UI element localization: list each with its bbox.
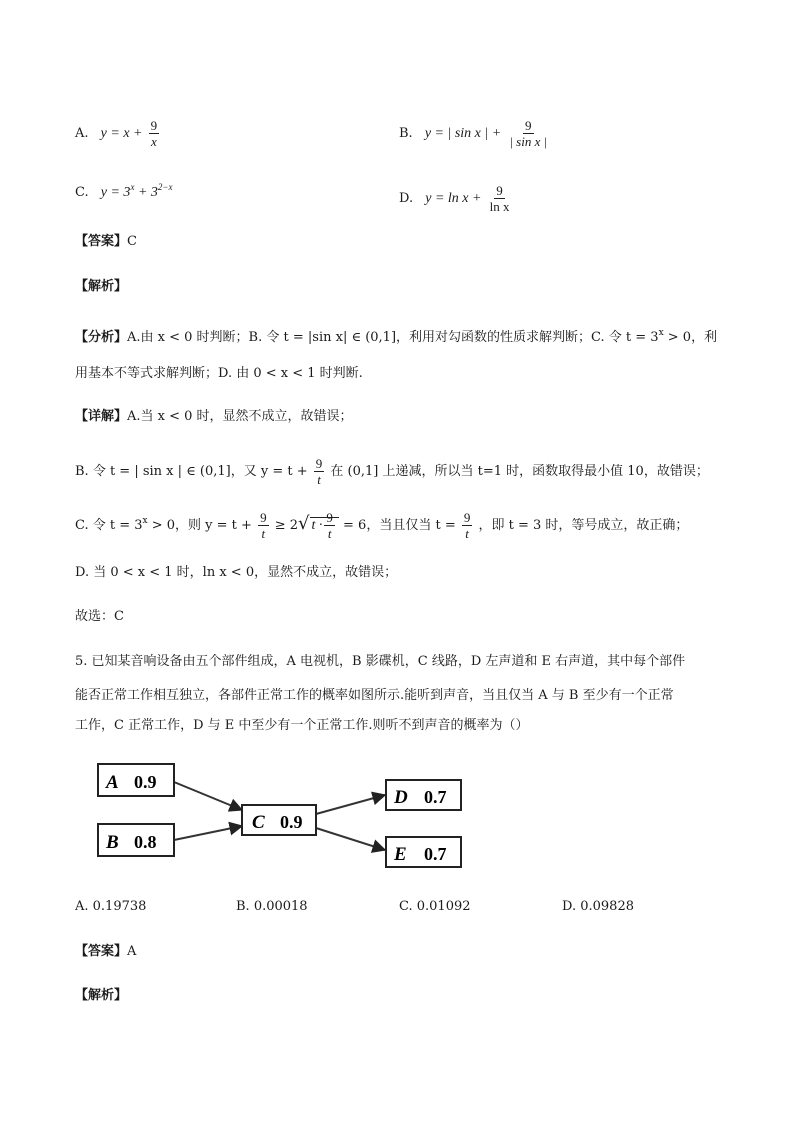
arrow-a-to-c — [174, 782, 242, 810]
option-a-label: A. — [75, 126, 89, 141]
q4-answer — [75, 232, 137, 252]
detail-c-fraction-1: $\frac{9}{t}$ — [260, 510, 267, 541]
option-d-label: D. — [399, 191, 414, 206]
q5-option-a: A. 0.19738 — [75, 899, 147, 914]
conclusion: 故选：C — [75, 609, 124, 624]
box-b-label: B — [106, 832, 119, 853]
arrow-c-to-d — [316, 795, 385, 814]
option-c-label: C. — [75, 185, 89, 200]
option-d — [399, 183, 513, 214]
sqrt-symbol: √ — [298, 513, 310, 534]
q5-option-c: C. 0.01092 — [399, 899, 471, 914]
fenxi-line-2: 用基本不等式求解判断；D. 由 0 < x < 1 时判断. — [75, 366, 363, 381]
box-a-prob: 0.9 — [134, 772, 157, 792]
option-a — [75, 118, 161, 149]
detail-a: 【详解】A.当 x < 0 时，显然不成立，故错误； — [75, 409, 353, 424]
arrow-c-to-e — [316, 828, 385, 850]
option-d-expr: y = ln x + — [425, 191, 482, 206]
option-b-label: B. — [399, 126, 413, 141]
q5-option-d: D. 0.09828 — [562, 899, 634, 914]
q5-line-2: 能否正常工作相互独立，各部件正常工作的概率如图所示.能听到声音，当且仅当 A 与 B 至少有一个正常 — [75, 688, 674, 703]
box-a-label: A — [106, 772, 119, 793]
detail-b: B. 令 t = | sin x | ∈ (0,1]，又 y = t + $\frac{9}{t}$ 在 (0,1] 上递减，所以当 t=1 时，函数取得最小值 10，故错误； — [75, 456, 709, 487]
detail-d: D. 当 0 < x < 1 时，ln x < 0，显然不成立，故错误； — [75, 565, 398, 580]
option-b-fraction: $\frac{9}{\text{| sin x |}}$ — [509, 118, 548, 149]
box-d-label: D — [394, 787, 408, 808]
option-a-fraction: $\frac{9}{x}$ — [150, 118, 158, 149]
detail-c-fraction-2: $\frac{9}{t}$ — [463, 510, 471, 541]
box-b-prob: 0.8 — [134, 832, 157, 852]
detail-b-fraction: $\frac{9}{t}$ — [315, 456, 323, 487]
arrow-b-to-c — [174, 826, 242, 840]
q5-option-b: B. 0.00018 — [236, 899, 308, 914]
sqrt-body: t · $\frac{9}{t}$ — [310, 517, 339, 533]
option-c-expr: $y = 3^x + 3^{2-x}$ — [100, 182, 173, 200]
option-c — [75, 183, 172, 203]
q4-analysis-tag: 【解析】 — [75, 279, 128, 294]
q5-analysis-tag: 【解析】 — [75, 988, 128, 1003]
box-c-label: C — [252, 812, 265, 833]
q5-line-3: 工作，C 正常工作，D 与 E 中至少有一个正常工作.则听不到声音的概率为（） — [75, 718, 529, 733]
option-d-fraction: $\frac{9}{\text{ln x}}$ — [489, 183, 510, 214]
option-b-expr: y = | sin x | + — [424, 126, 502, 141]
box-e-prob: 0.7 — [424, 844, 447, 864]
q5-answer: 【答案】A — [75, 944, 137, 959]
option-b — [399, 118, 551, 149]
answer-tag: 【答案】 — [75, 234, 128, 249]
box-d-prob: 0.7 — [424, 787, 447, 807]
fenxi-line-1: 【分析】A.由 x < 0 时判断；B. 令 t = |sin x| ∈ (0,1]，利用对勾函数的性质求解判断；C. 令 $t = 3^x > 0$，利 — [75, 328, 718, 345]
box-e-label: E — [394, 844, 407, 865]
option-a-expr: y = x + — [100, 126, 143, 141]
answer-value: C — [127, 234, 137, 249]
box-c-prob: 0.9 — [280, 812, 303, 832]
detail-c: C. 令 $t = 3^x > 0$，则 y = t + $\frac{9}{t}$ ≥ 2√ t · $\frac{9}{t}$ = 6，当且仅当 t = $\frac{9}{t}$ ，即 t = 3 时，等号成立，故正确； — [75, 510, 689, 541]
q5-line-1: 5. 已知某音响设备由五个部件组成，A 电视机，B 影碟机，C 线路，D 左声道和 E 右声道，其中每个部件 — [75, 654, 686, 669]
component-diagram — [96, 762, 466, 878]
